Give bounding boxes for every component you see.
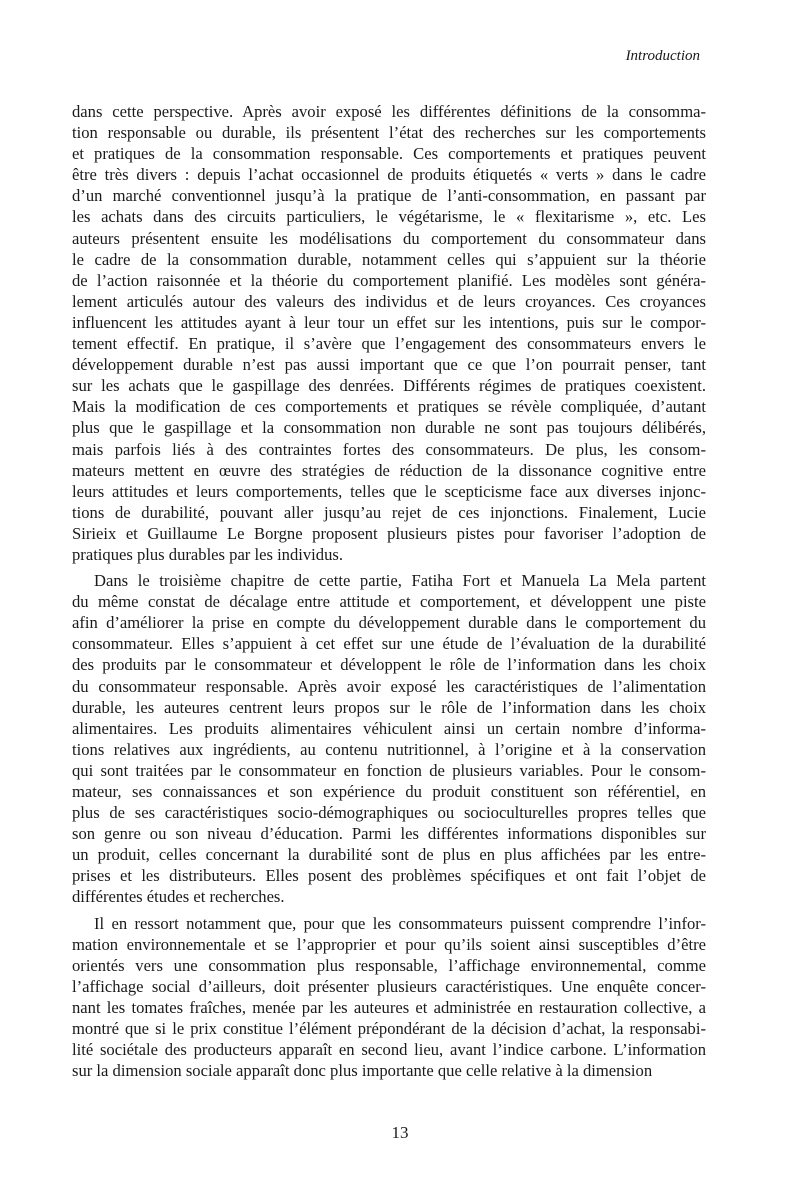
text-line: alimentaires. Les produits alimentaires véhiculent ainsi un certain nombre d’informa- [72, 718, 706, 738]
text-line: pratiques plus durables par les individus. [72, 544, 343, 564]
text-line: des produits par le consommateur et développent le rôle de l’information dans les choix [72, 655, 706, 675]
text-line: mais parfois liés à des contraintes fortes des consommateurs. De plus, les consom- [72, 439, 706, 459]
text-line: de l’action raisonnée et la théorie du comportement planifié. Les modèles sont généra- [72, 270, 706, 290]
text-line: tion responsable ou durable, ils présentent l’état des recherches sur les comportements [72, 123, 706, 143]
text-line: tions de durabilité, pouvant aller jusqu’au rejet de ces injonctions. Finalement, Lucie [72, 502, 706, 522]
text-line: mateurs mettent en œuvre des stratégies de réduction de la dissonance cognitive entre [72, 460, 706, 480]
text-line: différentes études et recherches. [72, 887, 285, 907]
text-line: Il en ressort notamment que, pour que les consommateurs puissent comprendre l’infor- [94, 913, 706, 933]
text-line: dans cette perspective. Après avoir exposé les différentes définitions de la consomma- [72, 102, 706, 121]
text-line: orientés vers une consommation plus responsable, l’affichage environnemental, comme [72, 955, 706, 975]
text-line: les achats dans des circuits particuliers, le végétarisme, le « flexitarisme », etc. Les [72, 207, 706, 227]
text-line: auteurs présentent ensuite les modélisations du comportement du consommateur dans [72, 228, 706, 248]
text-line: mateur, ses connaissances et son expérience du produit constituent son référentiel, en [72, 782, 706, 801]
text-line: consommateur. Elles s’appuient à cet effet sur une étude de l’évaluation de la durabilité [72, 634, 706, 654]
text-line: son genre ou son niveau d’éducation. Parmi les différentes informations disponibles sur [72, 824, 706, 844]
text-line: du même constat de décalage entre attitude et comportement, et développent une piste [72, 592, 706, 612]
text-line: plus que le gaspillage et la consommation non durable ne sont pas toujours délibérés, [72, 418, 706, 438]
text-line: Dans le troisième chapitre de cette partie, Fatiha Fort et Manuela La Mela partent [94, 571, 706, 591]
text-line: lité sociétale des producteurs apparaît en second lieu, avant l’indice carbone. L’information [72, 1040, 706, 1060]
text-line: nant les tomates fraîches, menée par les auteures et administrée en restauration collective, a [72, 997, 706, 1017]
text-line: le cadre de la consommation durable, notamment celles qui s’appuient sur la théorie [72, 249, 706, 269]
paragraph [72, 570, 706, 908]
running-head: Introduction [625, 48, 700, 64]
text-line: l’affichage social d’ailleurs, doit présenter plusieurs caractéristiques. Une enquête concer- [72, 976, 706, 996]
text-line: un produit, celles concernant la durabilité sont de plus en plus affichées par les entre- [72, 845, 706, 865]
text-line: plus de ses caractéristiques socio-démographiques ou socioculturelles propres telles que [72, 803, 706, 823]
text-line: tions relatives aux ingrédients, au contenu nutritionnel, à l’origine et à la conservation [72, 739, 706, 759]
text-line: sur les achats que le gaspillage des denrées. Différents régimes de pratiques coexistent. [72, 376, 706, 396]
text-line: être très divers : depuis l’achat occasionnel de produits étiquetés « verts » dans le cadre [72, 165, 706, 185]
text-line: afin d’améliorer la prise en compte du développement durable dans le comportement du [72, 613, 706, 633]
text-line: sur la dimension sociale apparaît donc plus importante que celle relative à la dimension [72, 1061, 653, 1081]
text-line: Sirieix et Guillaume Le Borgne proposent plusieurs pistes pour favoriser l’adoption de [72, 523, 706, 543]
text-line: du consommateur responsable. Après avoir exposé les caractéristiques de l’alimentation [72, 676, 706, 696]
text-line: prises et les distributeurs. Elles posent des problèmes spécifiques et ont fait l’objet de [72, 866, 706, 886]
text-line: lement articulés autour des valeurs des individus et de leurs croyances. Ces croyances [72, 291, 706, 311]
text-line: durable, les auteures centrent leurs propos sur le rôle de l’information dans les choix [72, 697, 706, 717]
page-number: 13 [391, 1123, 409, 1142]
text-line: mation environnementale et se l’approprier et pour qu’ils soient ainsi susceptibles d’être [72, 934, 706, 954]
text-line: leurs attitudes et leurs comportements, telles que le scepticisme face aux diverses injonc- [72, 481, 706, 501]
text-line: qui sont traitées par le consommateur en fonction de plusieurs variables. Pour le consom- [72, 760, 706, 780]
text-line: Mais la modification de ces comportements et pratiques se révèle compliquée, d’autant [72, 397, 706, 417]
paragraph [72, 913, 706, 1082]
text-line: développement durable n’est pas aussi important que ce que l’on pourrait penser, tant [72, 355, 706, 375]
text-line: tement effectif. En pratique, il s’avère que l’engagement des consommateurs envers le [72, 334, 706, 354]
paragraph [72, 101, 706, 565]
text-line: et pratiques de la consommation responsable. Ces comportements et pratiques peuvent [72, 144, 706, 164]
body-text [72, 101, 706, 1086]
text-line: d’un marché conventionnel jusqu’à la pratique de l’anti-consommation, en passant par [72, 186, 706, 206]
text-line: montré que si le prix constitue l’élément prépondérant de la décision d’achat, la responsabi- [72, 1019, 706, 1039]
text-line: influencent les attitudes ayant à leur tour un effet sur les intentions, puis sur le compor- [72, 312, 706, 332]
